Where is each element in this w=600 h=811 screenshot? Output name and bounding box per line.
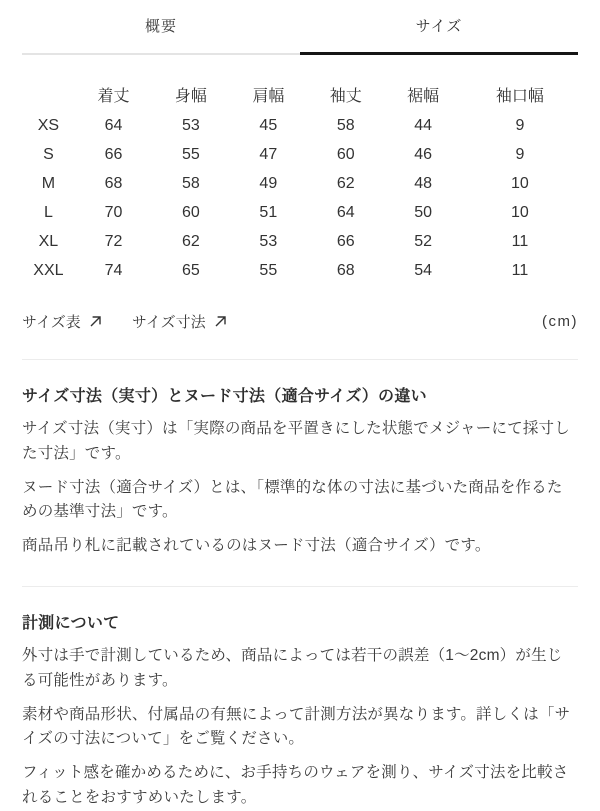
value-cell: 66	[336, 232, 355, 250]
value-cell: 47	[259, 145, 278, 163]
value-cell: 60	[336, 145, 355, 163]
value-cell: 44	[414, 116, 433, 134]
value-cell: 45	[259, 116, 278, 134]
section-paragraph: 素材や商品形状、付属品の有無によって計測方法が異なります。詳しくは「サイズの寸法について」をご覧ください。	[22, 705, 571, 748]
table-row	[22, 111, 578, 140]
tab-overview[interactable]: 概要	[22, 0, 300, 55]
column-header-body-length: 着丈	[97, 87, 130, 105]
size-label: L	[43, 203, 53, 221]
size-table	[22, 77, 578, 285]
arrow-up-right-icon	[214, 315, 227, 328]
value-cell: 9	[515, 116, 525, 134]
section-paragraph: 商品吊り札に記載されているのはヌード寸法（適合サイズ）です。	[22, 537, 491, 555]
table-footer-row	[22, 311, 578, 332]
value-cell: 46	[414, 145, 433, 163]
column-header-shoulder-width: 肩幅	[252, 87, 285, 105]
value-cell: 65	[182, 261, 200, 279]
table-row	[22, 198, 578, 227]
value-cell: 55	[182, 145, 200, 163]
value-cell: 58	[182, 174, 200, 192]
value-cell: 62	[336, 174, 355, 192]
value-cell: 51	[259, 203, 278, 221]
section-divider	[22, 586, 578, 587]
value-cell: 64	[104, 116, 123, 134]
table-row	[22, 169, 578, 198]
section-heading: 計測について	[22, 614, 120, 632]
value-cell: 53	[259, 232, 278, 250]
value-cell: 11	[511, 232, 529, 250]
value-cell: 68	[336, 261, 355, 279]
section-paragraph: ヌード寸法（適合サイズ）とは、「標準的な体の寸法に基づいた商品を作るための基準寸法」です。	[22, 478, 563, 521]
value-cell: 52	[414, 232, 433, 250]
size-column-spacer	[22, 77, 75, 111]
value-cell: 48	[414, 174, 433, 192]
value-cell: 64	[336, 203, 355, 221]
value-cell: 62	[182, 232, 200, 250]
size-label: M	[41, 174, 56, 192]
value-cell: 53	[182, 116, 200, 134]
column-header-hem-width: 裾幅	[407, 87, 440, 105]
value-cell: 10	[511, 203, 529, 221]
table-row	[22, 227, 578, 256]
section-paragraph: 外寸は手で計測しているため、商品によっては若干の誤差（1〜2cm）が生じる可能性があります。	[22, 646, 563, 689]
value-cell: 11	[511, 261, 529, 279]
value-cell: 58	[336, 116, 355, 134]
section-divider	[22, 359, 578, 360]
section-measurement-notes	[22, 610, 578, 811]
section-heading: サイズ寸法（実寸）とヌード寸法（適合サイズ）の違い	[22, 388, 427, 405]
value-cell: 72	[104, 232, 123, 250]
size-label: XL	[38, 232, 59, 250]
size-chart-link-label: サイズ表	[22, 314, 81, 331]
column-header-sleeve-length: 袖丈	[329, 87, 362, 105]
unit-label: (cm)	[542, 313, 578, 330]
tab-size[interactable]: サイズ	[300, 0, 578, 55]
table-row	[22, 256, 578, 285]
size-label: XXL	[33, 261, 64, 279]
value-cell: 60	[182, 203, 200, 221]
section-size-definition	[22, 383, 578, 559]
table-row	[22, 140, 578, 169]
value-cell: 68	[104, 174, 123, 192]
value-cell: 10	[511, 174, 529, 192]
value-cell: 66	[104, 145, 123, 163]
section-paragraph: フィット感を確かめるために、お手持ちのウェアを測り、サイズ寸法を比較されることをおすすめいたします。	[22, 764, 569, 806]
arrow-up-right-icon	[89, 315, 102, 328]
value-cell: 74	[104, 261, 123, 279]
column-header-body-width: 身幅	[174, 87, 207, 105]
size-chart-link[interactable]	[22, 311, 102, 332]
value-cell: 54	[414, 261, 433, 279]
size-label: XS	[37, 116, 60, 134]
size-label: S	[43, 145, 54, 163]
tab-bar	[22, 0, 578, 55]
section-paragraph: サイズ寸法（実寸）は「実際の商品を平置きにした状態でメジャーにて採寸した寸法」です。	[22, 420, 570, 462]
value-cell: 70	[104, 203, 123, 221]
value-cell: 55	[259, 261, 278, 279]
size-dimensions-link[interactable]	[132, 311, 227, 332]
size-dimensions-link-label: サイズ寸法	[131, 314, 206, 331]
value-cell: 49	[259, 174, 278, 192]
table-header-row	[22, 77, 578, 111]
value-cell: 50	[414, 203, 433, 221]
column-header-cuff-width: 袖口幅	[495, 87, 544, 105]
value-cell: 9	[515, 145, 525, 163]
